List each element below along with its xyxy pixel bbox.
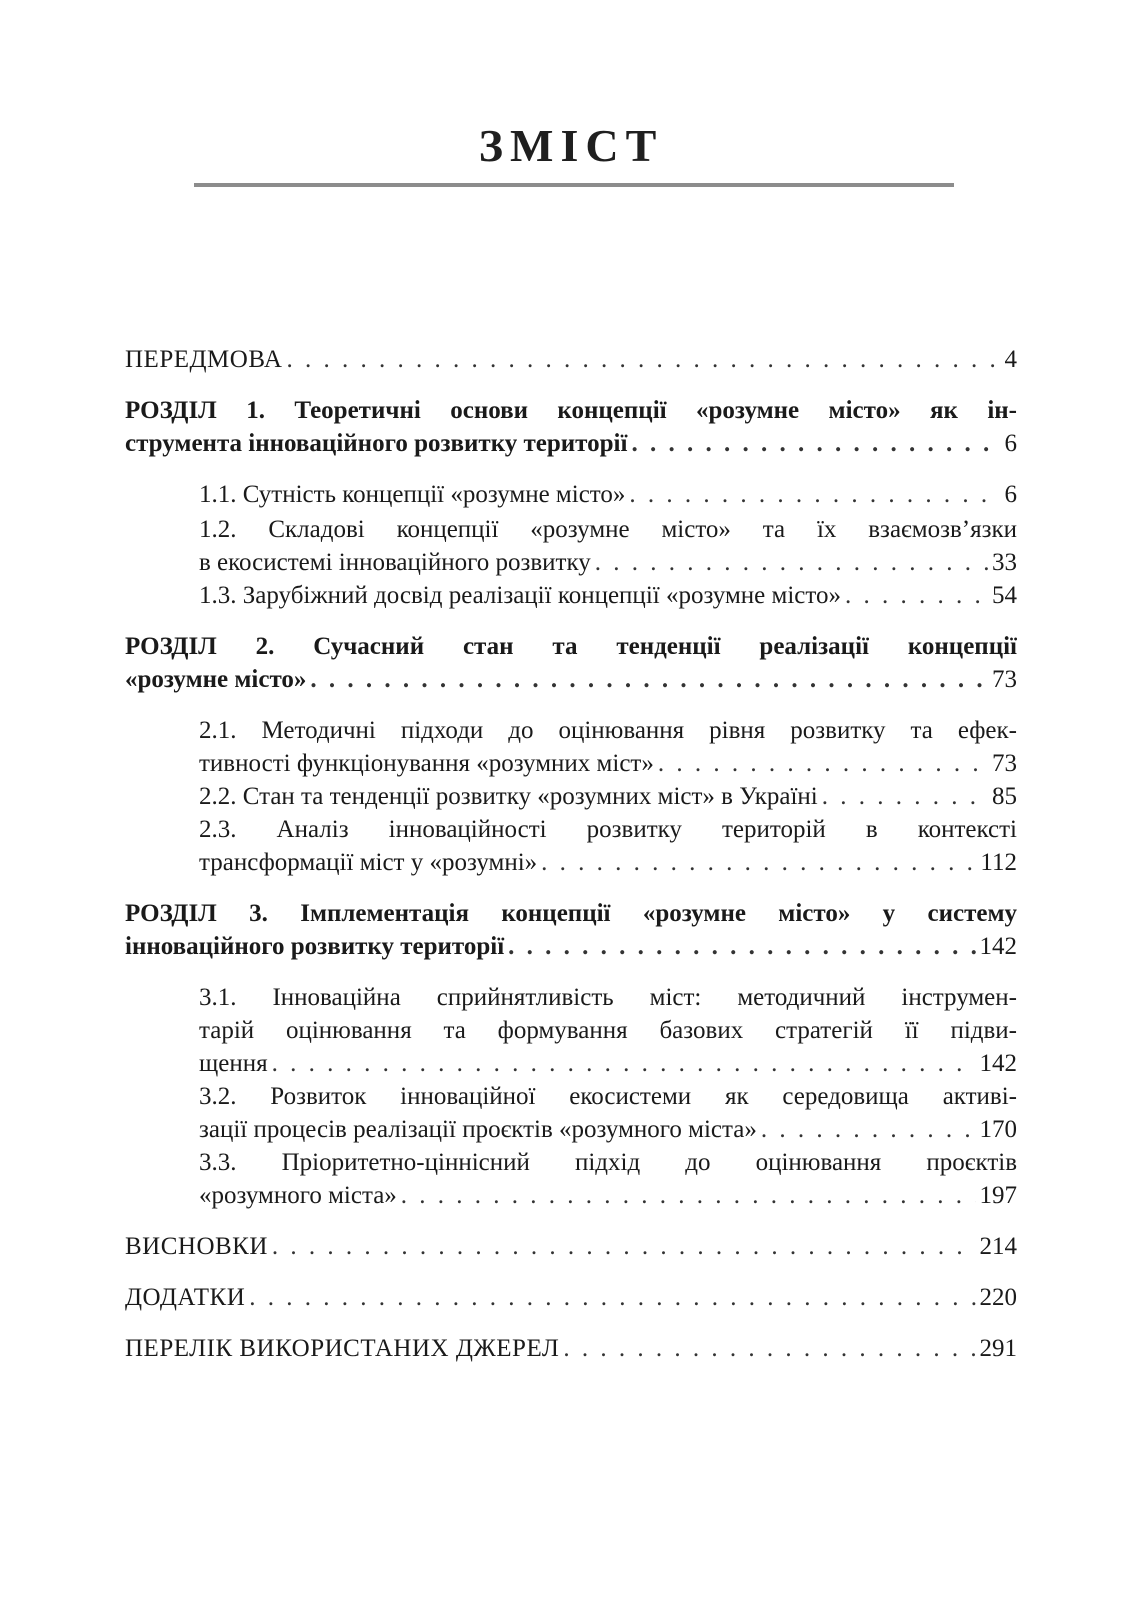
- toc-page-number: 85: [992, 783, 1017, 810]
- toc-label-line-2: тивності функціонування «розумних міст»: [199, 750, 654, 777]
- toc-entry-2-1[interactable]: [199, 714, 1017, 780]
- toc-label: ДОДАТКИ: [125, 1284, 246, 1311]
- toc-entry-preface[interactable]: [125, 343, 1017, 376]
- toc-entry-1-1[interactable]: [199, 478, 1017, 511]
- toc-entry-appendices[interactable]: [125, 1281, 1017, 1314]
- toc-label: ВИСНОВКИ: [125, 1233, 268, 1260]
- toc-label-line-1: 3.2. Розвиток інноваційної екосистеми як середовища активі-: [199, 1083, 1017, 1110]
- page-title: ЗМІСТ: [478, 120, 664, 171]
- toc-page-number: 220: [979, 1284, 1017, 1311]
- toc-entry-conclusions[interactable]: [125, 1230, 1017, 1263]
- toc-subsections-chapter-2: [125, 714, 1017, 879]
- toc-entry-chapter-3[interactable]: [125, 897, 1017, 963]
- toc-label-line-1: 2.3. Аналіз інноваційності розвитку територій в контексті: [199, 816, 1017, 843]
- dot-leader: [287, 343, 1001, 376]
- toc-label-line-2: «розумне місто»: [125, 666, 307, 693]
- dot-leader: [595, 546, 988, 579]
- toc-page-number: 291: [979, 1335, 1017, 1362]
- toc-label-line-2: трансформації міст у «розумні»: [199, 849, 538, 876]
- toc-page-number: 214: [979, 1233, 1017, 1260]
- dot-leader: [508, 930, 975, 963]
- toc-label-line-1: 3.1. Інноваційна сприйнятливість міст: методичний інструмен-: [199, 984, 1017, 1011]
- dot-leader: [845, 579, 988, 612]
- dot-leader: [310, 663, 988, 696]
- toc-label: 2.2. Стан та тенденції розвитку «розумних міст» в Україні: [199, 783, 818, 810]
- toc-page-number: 112: [980, 849, 1017, 876]
- toc-entry-3-1[interactable]: [199, 981, 1017, 1080]
- toc-label-line-2: зації процесів реалізації проєктів «розумного міста»: [199, 1116, 757, 1143]
- toc-page-number: 6: [1004, 430, 1017, 457]
- toc-page-number: 73: [992, 750, 1017, 777]
- toc-entry-3-3[interactable]: [199, 1146, 1017, 1212]
- dot-leader: [272, 1230, 976, 1263]
- toc-page-number: 142: [979, 933, 1017, 960]
- toc-subsections-chapter-1: [125, 478, 1017, 612]
- dot-leader: [658, 747, 988, 780]
- dot-leader: [563, 1332, 975, 1365]
- toc-page-number: 6: [1004, 481, 1017, 508]
- dot-leader: [822, 780, 988, 813]
- toc-page-number: 170: [979, 1116, 1017, 1143]
- toc-page-number: 197: [979, 1182, 1017, 1209]
- toc-page-number: 54: [992, 582, 1017, 609]
- toc-entry-3-2[interactable]: [199, 1080, 1017, 1146]
- dot-leader: [629, 478, 1000, 511]
- toc-label: ПЕРЕЛІК ВИКОРИСТАНИХ ДЖЕРЕЛ: [125, 1335, 560, 1362]
- toc-subsections-chapter-3: [125, 981, 1017, 1212]
- toc-entry-2-3[interactable]: [199, 813, 1017, 879]
- toc-label: 1.3. Зарубіжний досвід реалізації концепції «розумне місто»: [199, 582, 841, 609]
- toc-label-line-3: щення: [199, 1050, 268, 1077]
- table-of-contents: [125, 343, 1017, 1383]
- toc-page-number: 33: [992, 549, 1017, 576]
- toc-page-number: 73: [992, 666, 1017, 693]
- dot-leader: [272, 1047, 976, 1080]
- toc-entry-chapter-1[interactable]: [125, 394, 1017, 460]
- toc-entry-1-3[interactable]: [199, 579, 1017, 612]
- toc-page-number: 4: [1004, 346, 1017, 373]
- dot-leader: [401, 1179, 976, 1212]
- dot-leader: [761, 1113, 976, 1146]
- toc-label-line-2: тарій оцінювання та формування базових стратегій її підви-: [199, 1017, 1017, 1044]
- toc-label-line-1: 1.2. Складові концепції «розумне місто» та їх взаємозв’язки: [199, 516, 1017, 543]
- dot-leader: [541, 846, 976, 879]
- toc-label: ПЕРЕДМОВА: [125, 346, 283, 373]
- toc-label-line-2: струмента інноваційного розвитку території: [125, 430, 628, 457]
- toc-label-line-2: в екосистемі інноваційного розвитку: [199, 549, 591, 576]
- toc-page-number: 142: [979, 1050, 1017, 1077]
- toc-entry-references[interactable]: [125, 1332, 1017, 1365]
- dot-leader: [631, 427, 1000, 460]
- toc-label-line-2: «розумного міста»: [199, 1182, 397, 1209]
- toc-label: 1.1. Сутність концепції «розумне місто»: [199, 481, 626, 508]
- toc-label-line-1: 2.1. Методичні підходи до оцінювання рівня розвитку та ефек-: [199, 717, 1017, 744]
- dot-leader: [249, 1281, 975, 1314]
- toc-label-line-1: РОЗДІЛ 3. Імплементація концепції «розумне місто» у систему: [125, 900, 1017, 927]
- toc-label-line-1: РОЗДІЛ 1. Теоретичні основи концепції «розумне місто» як ін-: [125, 397, 1017, 424]
- toc-entry-chapter-2[interactable]: [125, 630, 1017, 696]
- toc-entry-1-2[interactable]: [199, 513, 1017, 579]
- toc-entry-2-2[interactable]: [199, 780, 1017, 813]
- toc-label-line-1: РОЗДІЛ 2. Сучасний стан та тенденції реалізації концепції: [125, 633, 1017, 660]
- toc-label-line-2: інноваційного розвитку території: [125, 933, 505, 960]
- toc-label-line-1: 3.3. Пріоритетно-ціннісний підхід до оцінювання проєктів: [199, 1149, 1017, 1176]
- title-divider: [194, 183, 954, 187]
